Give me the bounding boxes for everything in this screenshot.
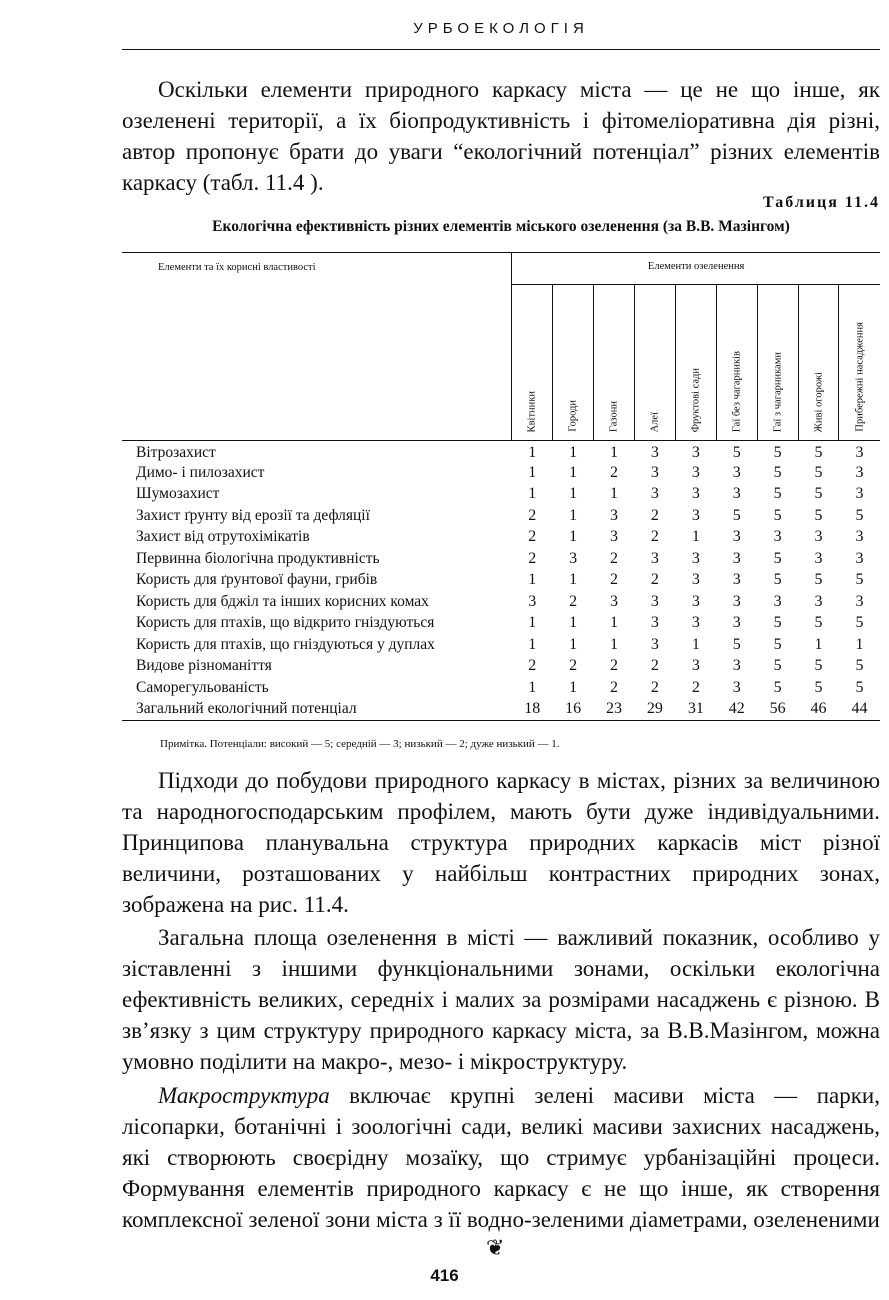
table-cell: 5 (773, 463, 782, 481)
paragraph-macrostructure (122, 1080, 880, 1235)
ornament-icon: ❦ (486, 1235, 505, 1260)
table-cell: 5 (855, 678, 864, 696)
table-row (122, 570, 880, 592)
table-cell: 5 (773, 635, 782, 653)
table-cell: 3 (855, 443, 864, 461)
column-header (594, 285, 635, 441)
table-cell: 3 (814, 549, 823, 567)
column-header (798, 285, 839, 441)
table-cell: 23 (594, 699, 635, 721)
column-header-label: Гаї з чагарниками (772, 351, 784, 432)
table-cell: 3 (732, 678, 741, 696)
table-cell: 3 (691, 549, 700, 567)
page-number: 416 (430, 1266, 459, 1285)
paragraph-macrostructure-text: включає крупні зелені масиви міста — парки, лісопарки, ботанічні і зоологічні сади, великі масиви захисних насаджень, які створюють своєрідну мозаїку, що стримує урбанізаційні процеси. Формування елементів природного каркасу є не що інше, як створення комплексної зеленої зони міста з її водно-зеленими діаметрами, озелененими (122, 1083, 880, 1232)
table-cell: 5 (814, 571, 823, 589)
paragraph-intro: Оскільки елементи природного каркасу міста — це не що інше, як озеленені території, а їх біопродуктивність і фітомеліоративна дія різні, автор пропонує брати до уваги “екологічний потенціал” різних елементів каркасу (табл. 11.4 ). (122, 77, 880, 195)
column-header (716, 285, 757, 441)
table-cell: 1 (691, 528, 700, 546)
row-label: Саморегульованість (136, 678, 269, 696)
table-cell: 1 (528, 485, 537, 503)
table-cell: 31 (675, 699, 716, 721)
row-label: Захист від отрутохімікатів (136, 528, 310, 546)
column-header (839, 285, 880, 441)
table-cell: 3 (732, 528, 741, 546)
row-label: Користь для бджіл та інших корисних комах (136, 592, 429, 610)
table-cell: 1 (528, 635, 537, 653)
row-label: Користь для птахів, що відкрито гніздуються (136, 614, 435, 632)
column-header (553, 285, 594, 441)
table-cell: 1 (569, 463, 578, 481)
table-cell: 3 (691, 592, 700, 610)
table-cell: 3 (691, 614, 700, 632)
table-cell: 3 (732, 614, 741, 632)
table-cell: 3 (814, 592, 823, 610)
table-cell: 5 (773, 614, 782, 632)
table-cell: 5 (814, 506, 823, 524)
table-cell: 1 (528, 463, 537, 481)
header-rule (122, 49, 880, 50)
table-cell: 3 (732, 592, 741, 610)
table-cell: 18 (512, 699, 553, 721)
table-cell: 16 (553, 699, 594, 721)
table-cell: 3 (773, 528, 782, 546)
table-cell: 3 (855, 592, 864, 610)
table-cell: 2 (691, 678, 700, 696)
table-cell: 1 (528, 443, 537, 461)
table-cell: 56 (757, 699, 798, 721)
table-row (122, 656, 880, 678)
table-cell: 1 (569, 571, 578, 589)
table-cell: 3 (855, 528, 864, 546)
table-cell: 2 (610, 678, 618, 696)
table-cell: 5 (814, 443, 823, 461)
table-cell: 2 (528, 549, 537, 567)
table-cell: 1 (569, 635, 578, 653)
table-cell: 2 (650, 571, 659, 589)
column-header (512, 285, 553, 441)
table-cell: 1 (528, 571, 537, 589)
table-cell: 2 (569, 592, 578, 610)
table-cell: 5 (814, 678, 823, 696)
row-label: Захист ґрунту від ерозії та дефляції (136, 506, 370, 524)
table-cell: 3 (691, 657, 700, 675)
table-cell: 2 (528, 528, 537, 546)
row-label: Димо- і пилозахист (136, 463, 265, 481)
table-row (122, 505, 880, 527)
table-cell: 3 (855, 485, 864, 503)
table-cell: 3 (650, 635, 659, 653)
table-cell: 2 (610, 657, 618, 675)
row-header: Елементи та їх корисні властивості (122, 253, 512, 441)
paragraph-approaches: Підходи до побудови природного каркасу в містах, різних за величиною та народногосподарським профілем, мають бути дуже індивідуальними. Принципова планувальна структура природних каркасів міст різної величини, розташованих у найбільш контрастних природних зонах, зображена на рис. 11.4. (122, 768, 880, 917)
row-label: Загальний екологічний потенціал (122, 699, 512, 721)
row-label: Користь для ґрунтової фауни, грибів (136, 571, 378, 589)
table-cell: 5 (773, 678, 782, 696)
table-cell: 5 (814, 463, 823, 481)
table-note: Примітка. Потенціали: високий — 5; середній — 3; низький — 2; дуже низький — 1. (160, 738, 560, 750)
group-header: Елементи озеленення (512, 253, 880, 285)
table-cell: 2 (569, 657, 578, 675)
column-header-label: Газони (608, 400, 620, 432)
table-cell: 3 (691, 463, 700, 481)
table-row (122, 699, 880, 721)
table-cell: 3 (691, 443, 700, 461)
row-label: Користь для птахів, що гніздуються у дуплах (136, 635, 435, 653)
table-cell: 3 (732, 549, 741, 567)
column-header-label: Живі огорожі (813, 371, 825, 432)
row-label: Видове різноманіття (136, 657, 272, 675)
table-cell: 44 (839, 699, 880, 721)
table-cell: 1 (569, 485, 578, 503)
table-cell: 5 (855, 657, 864, 675)
table-cell: 1 (569, 614, 578, 632)
table-cell: 5 (855, 614, 864, 632)
table-cell: 3 (650, 614, 659, 632)
table-cell: 3 (732, 463, 741, 481)
table-cell: 3 (732, 571, 741, 589)
table-cell: 2 (610, 571, 618, 589)
table-cell: 3 (528, 592, 537, 610)
table-cell: 46 (798, 699, 839, 721)
table-row (122, 634, 880, 656)
table-cell: 3 (610, 592, 618, 610)
table-cell: 1 (610, 614, 618, 632)
table-cell: 5 (773, 657, 782, 675)
column-header (634, 285, 675, 441)
table-cell: 1 (610, 635, 618, 653)
table-cell: 2 (650, 528, 659, 546)
table-cell: 5 (773, 571, 782, 589)
row-label: Шумозахист (136, 485, 220, 503)
table-row (122, 441, 880, 463)
table-cell: 3 (650, 485, 659, 503)
table-cell: 3 (650, 443, 659, 461)
table-cell: 5 (814, 614, 823, 632)
table-cell: 5 (732, 506, 741, 524)
table-cell: 3 (610, 506, 618, 524)
table-row (122, 548, 880, 570)
table-cell: 3 (691, 485, 700, 503)
row-label: Первинна біологічна продуктивність (136, 549, 380, 567)
table-cell: 1 (528, 678, 537, 696)
table-row (122, 527, 880, 549)
table-cell: 5 (855, 571, 864, 589)
table-cell: 5 (773, 549, 782, 567)
table-cell: 1 (855, 635, 864, 653)
table-cell: 2 (528, 506, 537, 524)
table-cell: 3 (855, 463, 864, 481)
table-cell: 2 (650, 657, 659, 675)
table-cell: 1 (528, 614, 537, 632)
table-cell: 3 (650, 463, 659, 481)
column-header-label: Алеї (649, 411, 661, 432)
column-header-label: Прибережні насадження (854, 322, 866, 432)
table-cell: 1 (610, 485, 618, 503)
table-cell: 3 (569, 549, 578, 567)
table-row (122, 591, 880, 613)
row-label: Вітрозахист (136, 443, 216, 461)
column-header (675, 285, 716, 441)
running-header: УРБОЕКОЛОГІЯ (413, 20, 589, 37)
table-cell: 5 (773, 506, 782, 524)
table-cell: 2 (650, 678, 659, 696)
table-cell: 1 (569, 506, 578, 524)
table-cell: 29 (634, 699, 675, 721)
table-cell: 3 (814, 528, 823, 546)
table-cell: 1 (569, 443, 578, 461)
table-cell: 3 (732, 485, 741, 503)
column-header-label: Гаї без чагарників (731, 350, 743, 432)
table-cell: 3 (650, 549, 659, 567)
table-cell: 1 (814, 635, 823, 653)
table-cell: 3 (650, 592, 659, 610)
table-cell: 5 (732, 635, 741, 653)
table-cell: 2 (610, 463, 618, 481)
column-header (757, 285, 798, 441)
table-cell: 2 (610, 549, 618, 567)
table-cell: 5 (732, 443, 741, 461)
table-cell: 5 (814, 485, 823, 503)
table-cell: 3 (773, 592, 782, 610)
table-cell: 5 (773, 443, 782, 461)
table-cell: 1 (569, 528, 578, 546)
table-cell: 3 (691, 506, 700, 524)
table-cell: 3 (691, 571, 700, 589)
eco-efficiency-table (122, 252, 880, 721)
term-macrostructure: Макроструктура (158, 1083, 330, 1108)
table-row (122, 462, 880, 484)
table-row (122, 677, 880, 699)
table-cell: 42 (716, 699, 757, 721)
table-row (122, 613, 880, 635)
table-cell: 1 (691, 635, 700, 653)
table-cell: 3 (610, 528, 618, 546)
table-cell: 2 (650, 506, 659, 524)
table-cell: 3 (855, 549, 864, 567)
table-cell: 1 (610, 443, 618, 461)
table-cell: 5 (773, 485, 782, 503)
table-cell: 2 (528, 657, 537, 675)
table-cell: 1 (569, 678, 578, 696)
table-cell: 3 (732, 657, 741, 675)
paragraph-total-area: Загальна площа озеленення в місті — важливий показник, особливо у зіставленні з іншими функціональними зонами, оскільки екологічна ефективність великих, середніх і малих за розмірами насаджень є різною. В зв’язку з цим структуру природного каркасу міста, за В.В.Мазінгом, можна умовно поділити на макро-, мезо- і мікроструктуру. (122, 925, 880, 1074)
table-label: Таблиця 11.4 (762, 194, 880, 211)
column-header-label: Квітники (526, 390, 538, 432)
table-cell: 5 (855, 506, 864, 524)
column-header-label: Фруктові сади (690, 367, 702, 432)
table-title: Екологічна ефективність різних елементів міського озеленення (за В.В. Мазінгом) (212, 218, 790, 235)
table-row (122, 484, 880, 506)
column-header-label: Городи (567, 400, 579, 432)
table-cell: 5 (814, 657, 823, 675)
